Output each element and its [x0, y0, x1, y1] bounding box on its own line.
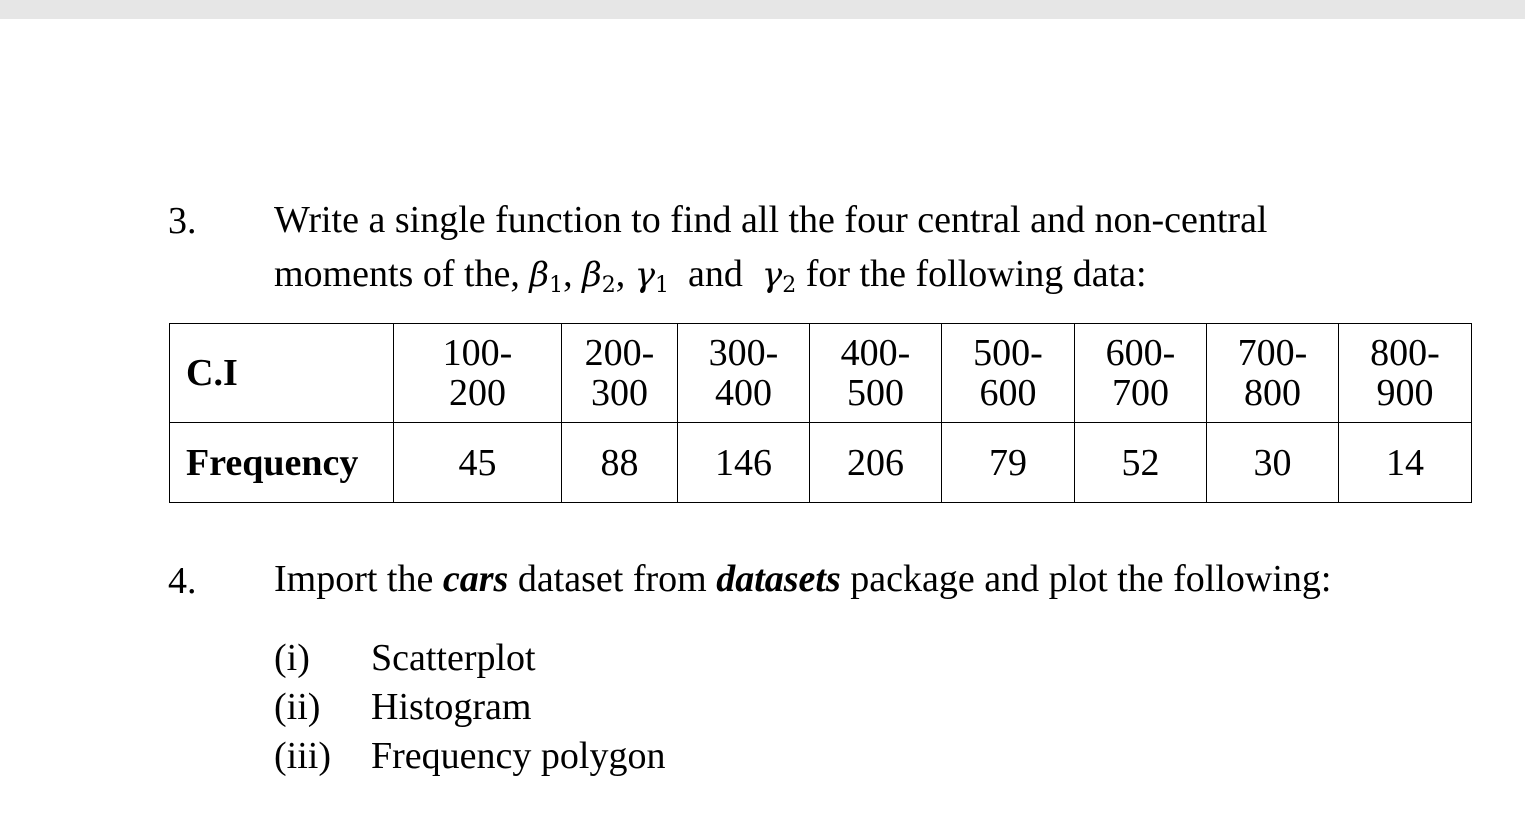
interval-cell: 700- 800 — [1207, 324, 1339, 423]
question-4-text: Import the cars dataset from datasets package and plot the following: — [274, 558, 1332, 600]
gamma-2: $\gamma_2$ — [761, 255, 797, 298]
beta-2: $\beta_2$ — [582, 255, 616, 298]
question-3-line-2: moments of the, $\beta_1$, $\beta_2$, $\gamma_1$ and $\gamma_2$ for the following data: — [274, 253, 1147, 298]
interval-cell: 400- 500 — [810, 324, 942, 423]
top-band — [0, 0, 1525, 19]
interval-cell: 300- 400 — [678, 324, 810, 423]
cars-keyword: cars — [442, 558, 509, 600]
frequency-cell: 52 — [1075, 423, 1207, 503]
frequency-cell: 30 — [1207, 423, 1339, 503]
list-item: (iii) Frequency polygon — [274, 735, 666, 777]
interval-cell: 500- 600 — [942, 324, 1075, 423]
gamma-1: $\gamma_1$ — [634, 255, 670, 298]
question-3-line-1: Write a single function to find all the four central and non-central — [274, 199, 1268, 241]
list-item: (i) Scatterplot — [274, 637, 536, 679]
frequency-cell: 146 — [678, 423, 810, 503]
frequency-cell: 206 — [810, 423, 942, 503]
interval-cell: 800- 900 — [1339, 324, 1472, 423]
frequency-label: Frequency — [170, 423, 394, 503]
interval-cell: 600- 700 — [1075, 324, 1207, 423]
interval-cell: 200- 300 — [562, 324, 678, 423]
frequency-cell: 45 — [394, 423, 562, 503]
frequency-cell: 14 — [1339, 423, 1472, 503]
frequency-cell: 79 — [942, 423, 1075, 503]
beta-1: $\beta_1$ — [529, 255, 564, 298]
frequency-cell: 88 — [562, 423, 678, 503]
question-3-text — [274, 193, 1268, 302]
plot-list — [274, 634, 665, 781]
datasets-keyword: datasets — [716, 558, 841, 600]
question-4-number: 4. — [168, 560, 197, 602]
frequency-row — [170, 423, 1472, 503]
list-item: (ii) Histogram — [274, 686, 532, 728]
question-3-number: 3. — [168, 200, 197, 242]
interval-cell: 100- 200 — [394, 324, 562, 423]
frequency-table — [169, 323, 1472, 503]
ci-label: C.I — [170, 324, 394, 423]
class-interval-row — [170, 324, 1472, 423]
